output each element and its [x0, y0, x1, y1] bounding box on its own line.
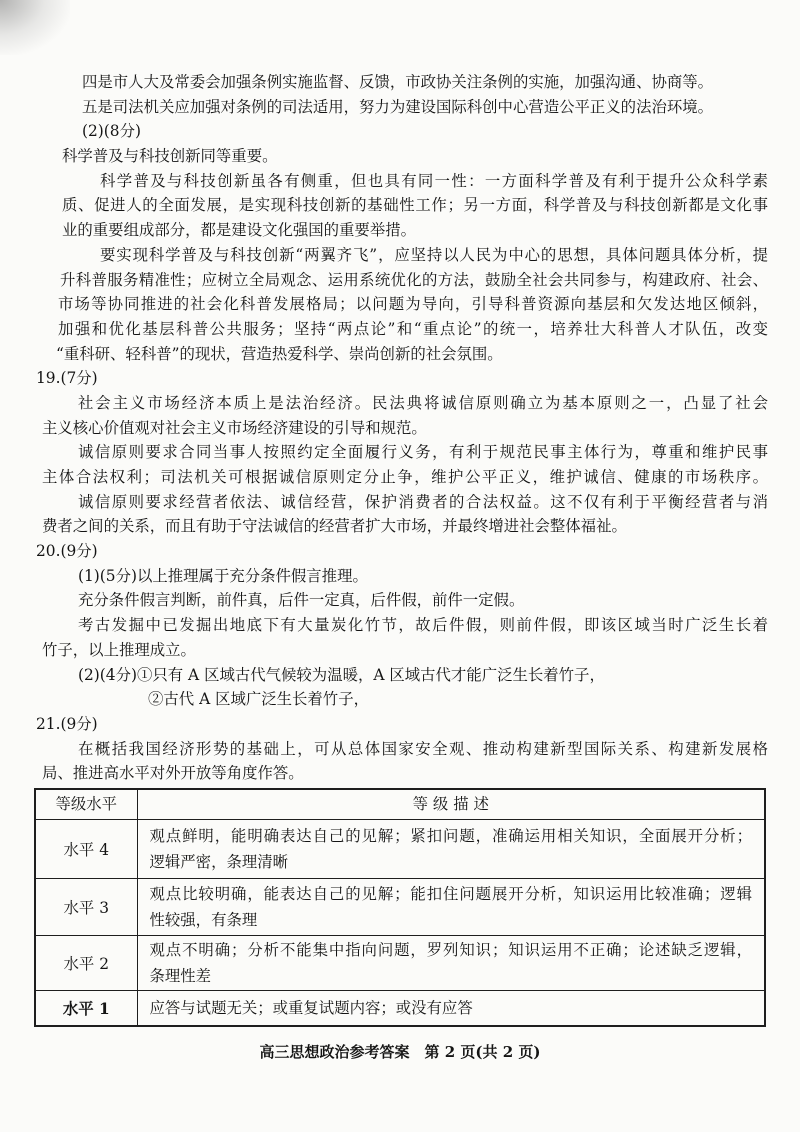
q19-p1-line: 社会主义市场经济本质上是法治经济。民法典将诚信原则确立为基本原则之一，凸显了社会: [78, 393, 768, 412]
continuation-item-4: 四是市人大及常委会加强条例实施监督、反馈，市政协关注条例的实施，加强沟通、协商等。: [82, 73, 714, 91]
q20-reasoning-line: 竹子，以上推理成立。: [42, 640, 196, 659]
rubric-header-level: 等级水平: [35, 789, 137, 820]
rubric-header-row: [35, 789, 765, 820]
rubric-description-line: 观点鲜明，能明确表达自己的见解；紧扣问题，准确运用相关知识，全面展开分析；: [149, 827, 752, 845]
rubric-description: [137, 936, 765, 991]
q18-p2-line: 加强和优化基层科普公共服务；坚持“两点论”和“重点论”的统一，培养壮大科普人才队伍，改变: [58, 319, 768, 338]
rubric-description: [137, 820, 765, 879]
q18-p2-line: “重科研、轻科普”的现状，营造热爱科学、崇尚创新的社会氛围。: [56, 344, 503, 363]
q18-p1-line: 质、促进人的全面发展，是实现科技创新的基础性工作；另一方面，科学普及与科技创新都是文化事: [62, 196, 768, 215]
q20-heading: 20.(9分): [36, 542, 98, 561]
rubric-header-description: 等 级 描 述: [137, 789, 765, 820]
q20-reasoning-line: 考古发掘中已发掘出地底下有大量炭化竹节，故后件假，则前件假，即该区域当时广泛生长着: [78, 616, 768, 635]
rubric-row: [35, 991, 765, 1027]
rubric-row: [35, 879, 765, 936]
q19-heading: 19.(7分): [36, 369, 98, 388]
answer-text: [0, 70, 800, 786]
rubric-row: [35, 936, 765, 991]
rubric-description-line: 观点比较明确，能表达自己的见解；能扣住问题展开分析，知识运用比较准确；逻辑: [149, 885, 752, 903]
page-footer: 高三思想政治参考答案 第 2 页(共 2 页): [259, 1043, 541, 1061]
continuation-item-5: 五是司法机关应加强对条例的司法适用，努力为建设国际科创中心营造公平正义的法治环境。: [82, 97, 714, 116]
rubric-description: [137, 991, 765, 1027]
q19-p3-line: 诚信原则要求经营者依法、诚信经营，保护消费者的合法权益。这不仅有利于平衡经营者与消: [78, 492, 768, 511]
q19-p2-line: 主体合法权利；司法机关可根据诚信原则定分止争，维护公平正义，维护诚信、健康的市场秩序。: [42, 468, 768, 486]
rubric-row: [35, 820, 765, 879]
rubric-level: 水平 1: [35, 991, 137, 1027]
q18-part2-thesis: 科学普及与科技创新同等重要。: [62, 147, 278, 166]
q20-part2-line: (2)(4分)①只有 A 区域古代气候较为温暖，A 区域古代才能广泛生长着竹子，: [78, 665, 605, 684]
rubric-description-line: 性较强，有条理: [149, 911, 258, 929]
rubric-description-line: 条理性差: [149, 967, 212, 985]
rubric-level: 水平 4: [35, 820, 137, 879]
rubric-level: 水平 3: [35, 879, 137, 936]
q20-part2-line: ②古代 A 区域广泛生长着竹子，: [148, 690, 369, 709]
q21-heading: 21.(9分): [36, 714, 98, 733]
rubric-description: [137, 879, 765, 936]
q19-p2-line: 诚信原则要求合同当事人按照约定全面履行义务，有利于规范民事主体行为，尊重和维护民事: [78, 443, 768, 462]
q18-p2-line: 市场等协同推进的社会化科普发展格局；以问题为导向，引导科普资源向基层和欠发达地区倾斜，: [58, 295, 768, 314]
scan-shadow: [0, 0, 70, 55]
q18-p2-line: 要实现科学普及与科技创新“两翼齐飞”，应坚持以人民为中心的思想，具体问题具体分析，提: [100, 245, 768, 264]
q20-rule: 充分条件假言判断，前件真，后件一定真，后件假，前件一定假。: [78, 591, 525, 610]
rubric-description-line: 应答与试题无关；或重复试题内容；或没有应答: [149, 999, 473, 1017]
q21-intro-line: 局、推进高水平对外开放等角度作答。: [42, 764, 304, 783]
rubric-description-line: 观点不明确；分析不能集中指向问题，罗列知识；知识运用不正确；论述缺乏逻辑，: [149, 941, 752, 959]
q18-p1-line: 科学普及与科技创新虽各有侧重，但也具有同一性：一方面科学普及有利于提升公众科学素: [100, 171, 768, 190]
q18-part2-heading: (2)(8分): [82, 122, 141, 141]
rubric-level: 水平 2: [35, 936, 137, 991]
q18-p1-line: 业的重要组成部分，都是建设文化强国的重要举措。: [62, 221, 416, 240]
grading-rubric-table: [34, 788, 766, 1027]
q21-intro-line: 在概括我国经济形势的基础上，可从总体国家安全观、推动构建新型国际关系、构建新发展格: [78, 739, 768, 758]
q19-p3-line: 费者之间的关系，而且有助于守法诚信的经营者扩大市场，并最终增进社会整体福祉。: [42, 517, 627, 536]
q20-part1: (1)(5分)以上推理属于充分条件假言推理。: [78, 566, 368, 585]
q18-p2-line: 升科普服务精准性；应树立全局观念、运用系统优化的方法，鼓励全社会共同参与，构建政府、社会、: [60, 270, 768, 289]
q19-p1-line: 主义核心价值观对社会主义市场经济建设的引导和规范。: [42, 418, 427, 437]
rubric-description-line: 逻辑严密，条理清晰: [149, 853, 289, 871]
